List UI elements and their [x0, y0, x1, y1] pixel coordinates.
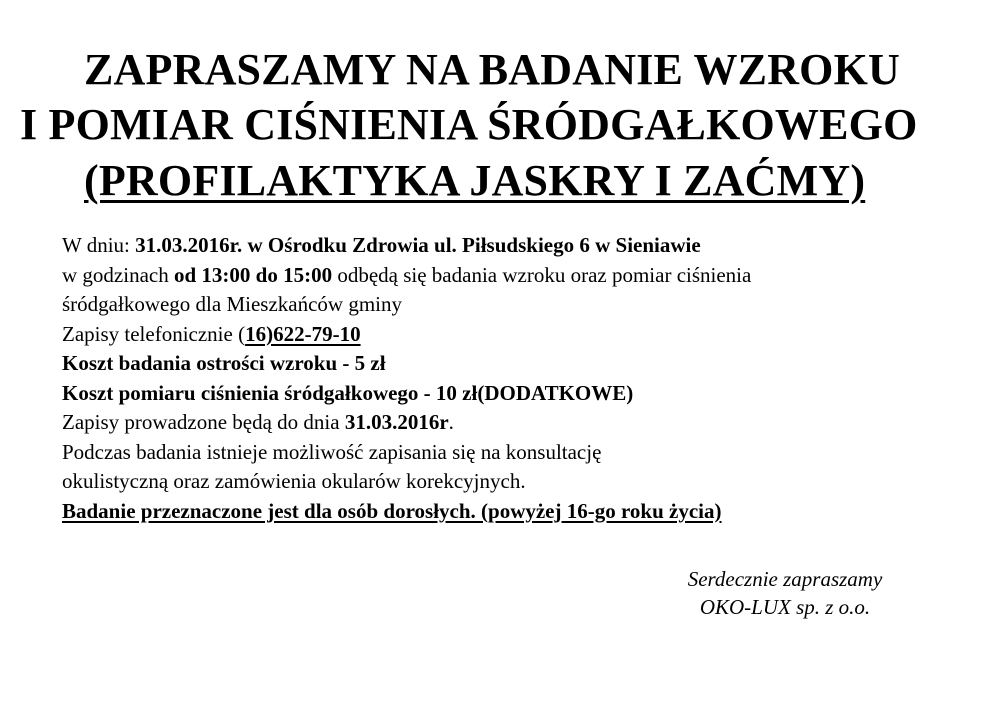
date-location-line — [62, 231, 942, 261]
signature-company: OKO-LUX sp. z o.o. — [699, 595, 871, 619]
deadline-line — [62, 408, 942, 438]
cost-pressure: Koszt pomiaru ciśnienia śródgałkowego - 10 zł(DODATKOWE) — [62, 380, 634, 405]
deadline-date: 31.03.2016r — [344, 410, 449, 434]
date-prefix: W dniu: — [62, 233, 136, 257]
cost-vision: Koszt badania ostrości wzroku - 5 zł — [62, 351, 386, 375]
hours: od 13:00 do 15:00 — [173, 262, 333, 287]
phone-prefix: Zapisy telefonicznie ( — [62, 321, 246, 346]
consultation-line-1: Podczas badania istnieje możliwość zapisania się na konsultację — [62, 439, 602, 464]
audience-line: śródgałkowego dla Mieszkańców gminy — [62, 292, 403, 316]
deadline-prefix: Zapisy prowadzone będą do dnia — [62, 410, 345, 434]
headline-line-2: I POMIAR CIŚNIENIA ŚRÓDGAŁKOWEGO — [20, 100, 918, 149]
date-location: 31.03.2016r. w Ośrodku Zdrowia ul. Piłsudskiego 6 w Sieniawie — [135, 233, 701, 257]
signature — [640, 565, 930, 621]
hours-suffix: odbędą się badania wzroku oraz pomiar ciśnienia — [332, 262, 752, 287]
consultation-line-2: okulistyczną oraz zamówienia okularów korekcyjnych. — [62, 469, 526, 493]
hours-line — [62, 261, 942, 291]
deadline-suffix: . — [448, 410, 454, 434]
headline-line-3: (PROFILAKTYKA JASKRY I ZAĆMY) — [84, 156, 866, 205]
phone-line — [62, 320, 942, 350]
signature-greeting: Serdecznie zapraszamy — [687, 567, 883, 591]
headline-line-1: ZAPRASZAMY NA BADANIE WZROKU — [84, 45, 901, 94]
hours-prefix: w godzinach — [62, 262, 174, 287]
phone-number: 16)622-79-10 — [245, 321, 361, 346]
adults-note: Badanie przeznaczone jest dla osób dorosłych. (powyżej 16-go roku życia) — [62, 498, 722, 523]
details-section — [62, 231, 942, 526]
